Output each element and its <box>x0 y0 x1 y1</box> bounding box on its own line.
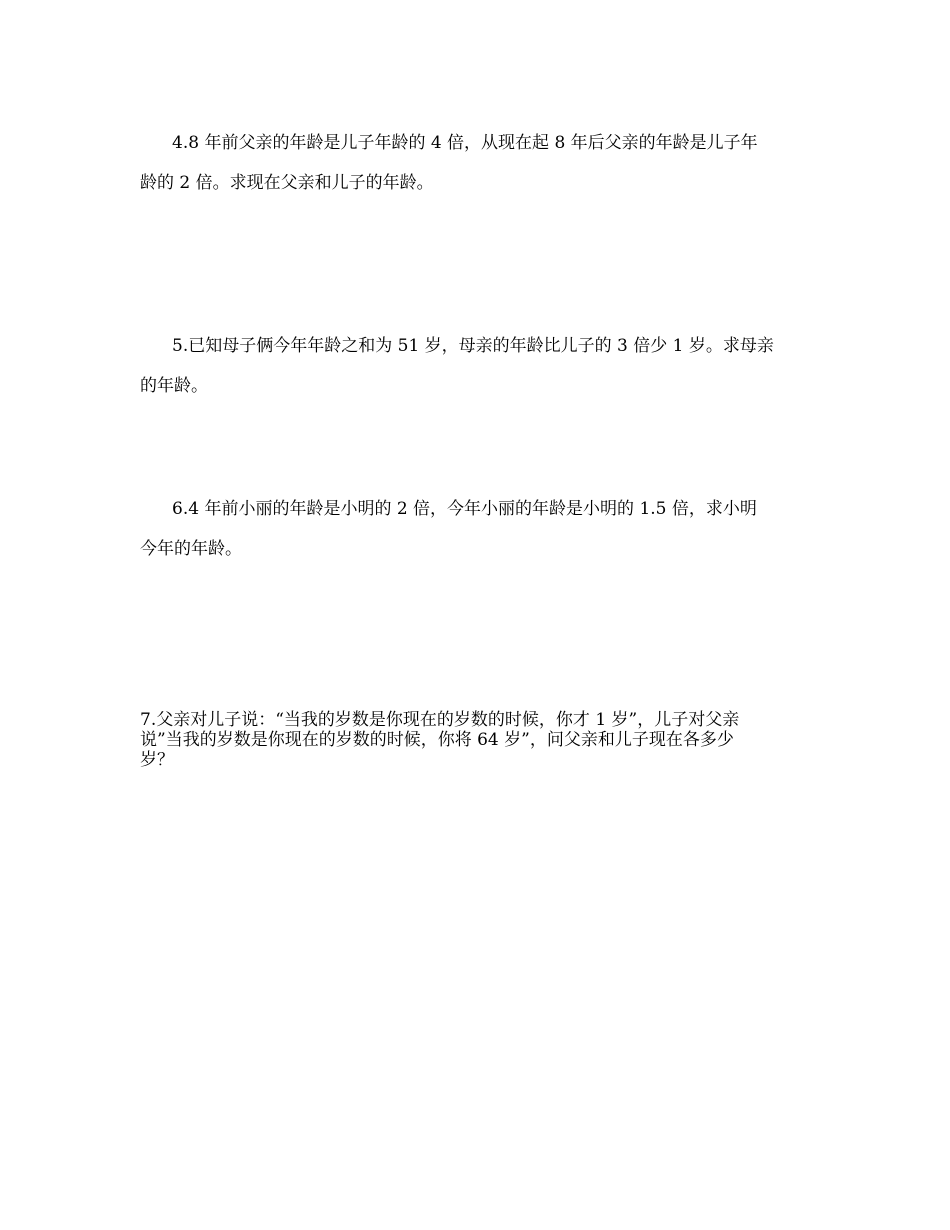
problem-6-line-1: 6.4 年前小丽的年龄是小明的 2 倍，今年小丽的年龄是小明的 1.5 倍，求小明 <box>172 499 757 519</box>
problem-5 <box>140 326 810 406</box>
problem-4 <box>140 123 810 203</box>
problem-4-line-1: 4.8 年前父亲的年龄是儿子年龄的 4 倍，从现在起 8 年后父亲的年龄是儿子年 <box>172 133 758 153</box>
problem-5-line-2: 的年龄。 <box>140 376 208 396</box>
problem-6 <box>140 489 810 569</box>
problem-7 <box>140 710 810 770</box>
problem-6-line-2: 今年的年龄。 <box>140 539 242 559</box>
problem-5-line-1: 5.已知母子俩今年年龄之和为 51 岁，母亲的年龄比儿子的 3 倍少 1 岁。求母亲 <box>172 336 774 356</box>
problem-4-line-2: 龄的 2 倍。求现在父亲和儿子的年龄。 <box>140 173 434 193</box>
problem-7-line-1: 7.父亲对儿子说：“当我的岁数是你现在的岁数的时候，你才 1 岁”，儿子对父亲 <box>140 710 740 730</box>
problem-7-line-3: 岁？ <box>140 750 174 770</box>
problem-7-line-2: 说”当我的岁数是你现在的岁数的时候，你将 64 岁”，问父亲和儿子现在各多少 <box>140 730 734 750</box>
